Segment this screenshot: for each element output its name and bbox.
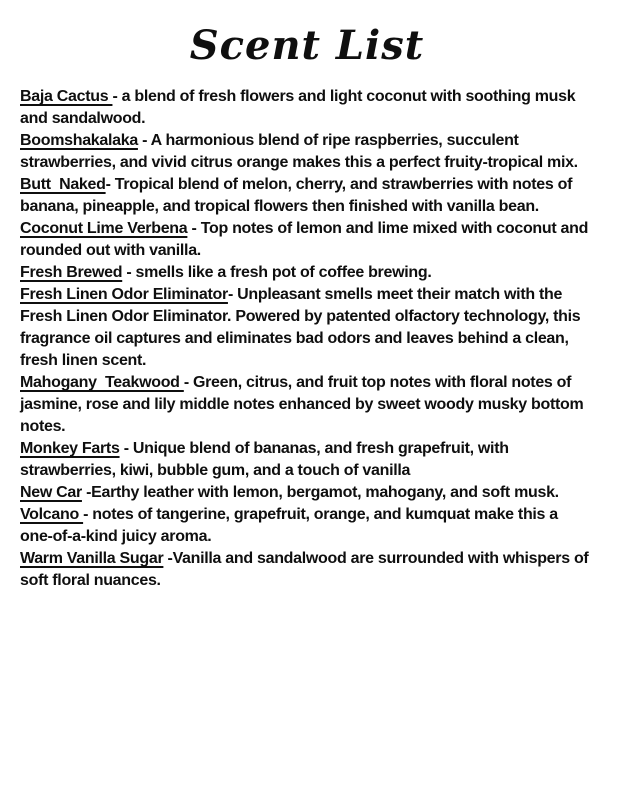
scent-entry [20, 262, 594, 284]
scent-name: Baja Cactus [20, 88, 113, 105]
scent-description: - Tropical blend of melon, cherry, and strawberries with notes of banana, pineapple, and tropical flowers then finished with vanilla bean. [20, 176, 577, 215]
scent-name: Boomshakalaka [20, 132, 138, 149]
scent-description: - a blend of fresh flowers and light coconut with soothing musk and sandalwood. [20, 88, 580, 127]
scent-list [20, 86, 594, 592]
scent-name: Fresh Brewed [20, 264, 123, 281]
scent-description: - A harmonious blend of ripe raspberries, succulent strawberries, and vivid citrus orange makes this a perfect fruity-tropical mix. [20, 132, 578, 171]
scent-entry [20, 130, 594, 174]
scent-entry [20, 548, 594, 592]
scent-description: -Vanilla and sandalwood are surrounded with whispers of soft floral nuances. [20, 550, 593, 589]
scent-description: - notes of tangerine, grapefruit, orange, and kumquat make this a one-of-a-kind juicy aroma. [20, 506, 563, 545]
scent-entry [20, 438, 594, 482]
scent-entry [20, 218, 594, 262]
scent-entry [20, 86, 594, 130]
scent-name: Fresh Linen Odor Eliminator [20, 286, 228, 303]
scent-entry [20, 284, 594, 372]
scent-description: - smells like a fresh pot of coffee brewing. [122, 264, 432, 281]
page-title: Scent List [189, 22, 425, 69]
scent-name: Coconut Lime Verbena [20, 220, 188, 237]
scent-name: New Car [20, 484, 82, 501]
scent-name: Monkey Farts [20, 440, 120, 457]
scent-name: Volcano [20, 506, 84, 523]
scent-name: Warm Vanilla Sugar [20, 550, 164, 567]
scent-description: -Earthy leather with lemon, bergamot, mahogany, and soft musk. [81, 484, 559, 501]
scent-entry [20, 372, 594, 438]
scent-description: - Top notes of lemon and lime mixed with coconut and rounded out with vanilla. [20, 220, 593, 259]
scent-description: - Green, citrus, and fruit top notes with floral notes of jasmine, rose and lily middle notes enhanced by sweet woody musky bottom notes. [20, 374, 588, 435]
scent-description: - Unique blend of bananas, and fresh grapefruit, with strawberries, kiwi, bubble gum, and a touch of vanilla [20, 440, 513, 479]
scent-entry [20, 504, 594, 548]
scent-entry [20, 174, 594, 218]
scent-entry [20, 482, 594, 504]
scent-name: Butt Naked [20, 176, 106, 193]
scent-name: Mahogany Teakwood [20, 374, 184, 391]
scent-description: - Unpleasant smells meet their match with the Fresh Linen Odor Eliminator. Powered by patented olfactory technology, this fragrance oil captures and eliminates bad odors and leaves behind a clean, fresh linen scent. [20, 286, 585, 369]
